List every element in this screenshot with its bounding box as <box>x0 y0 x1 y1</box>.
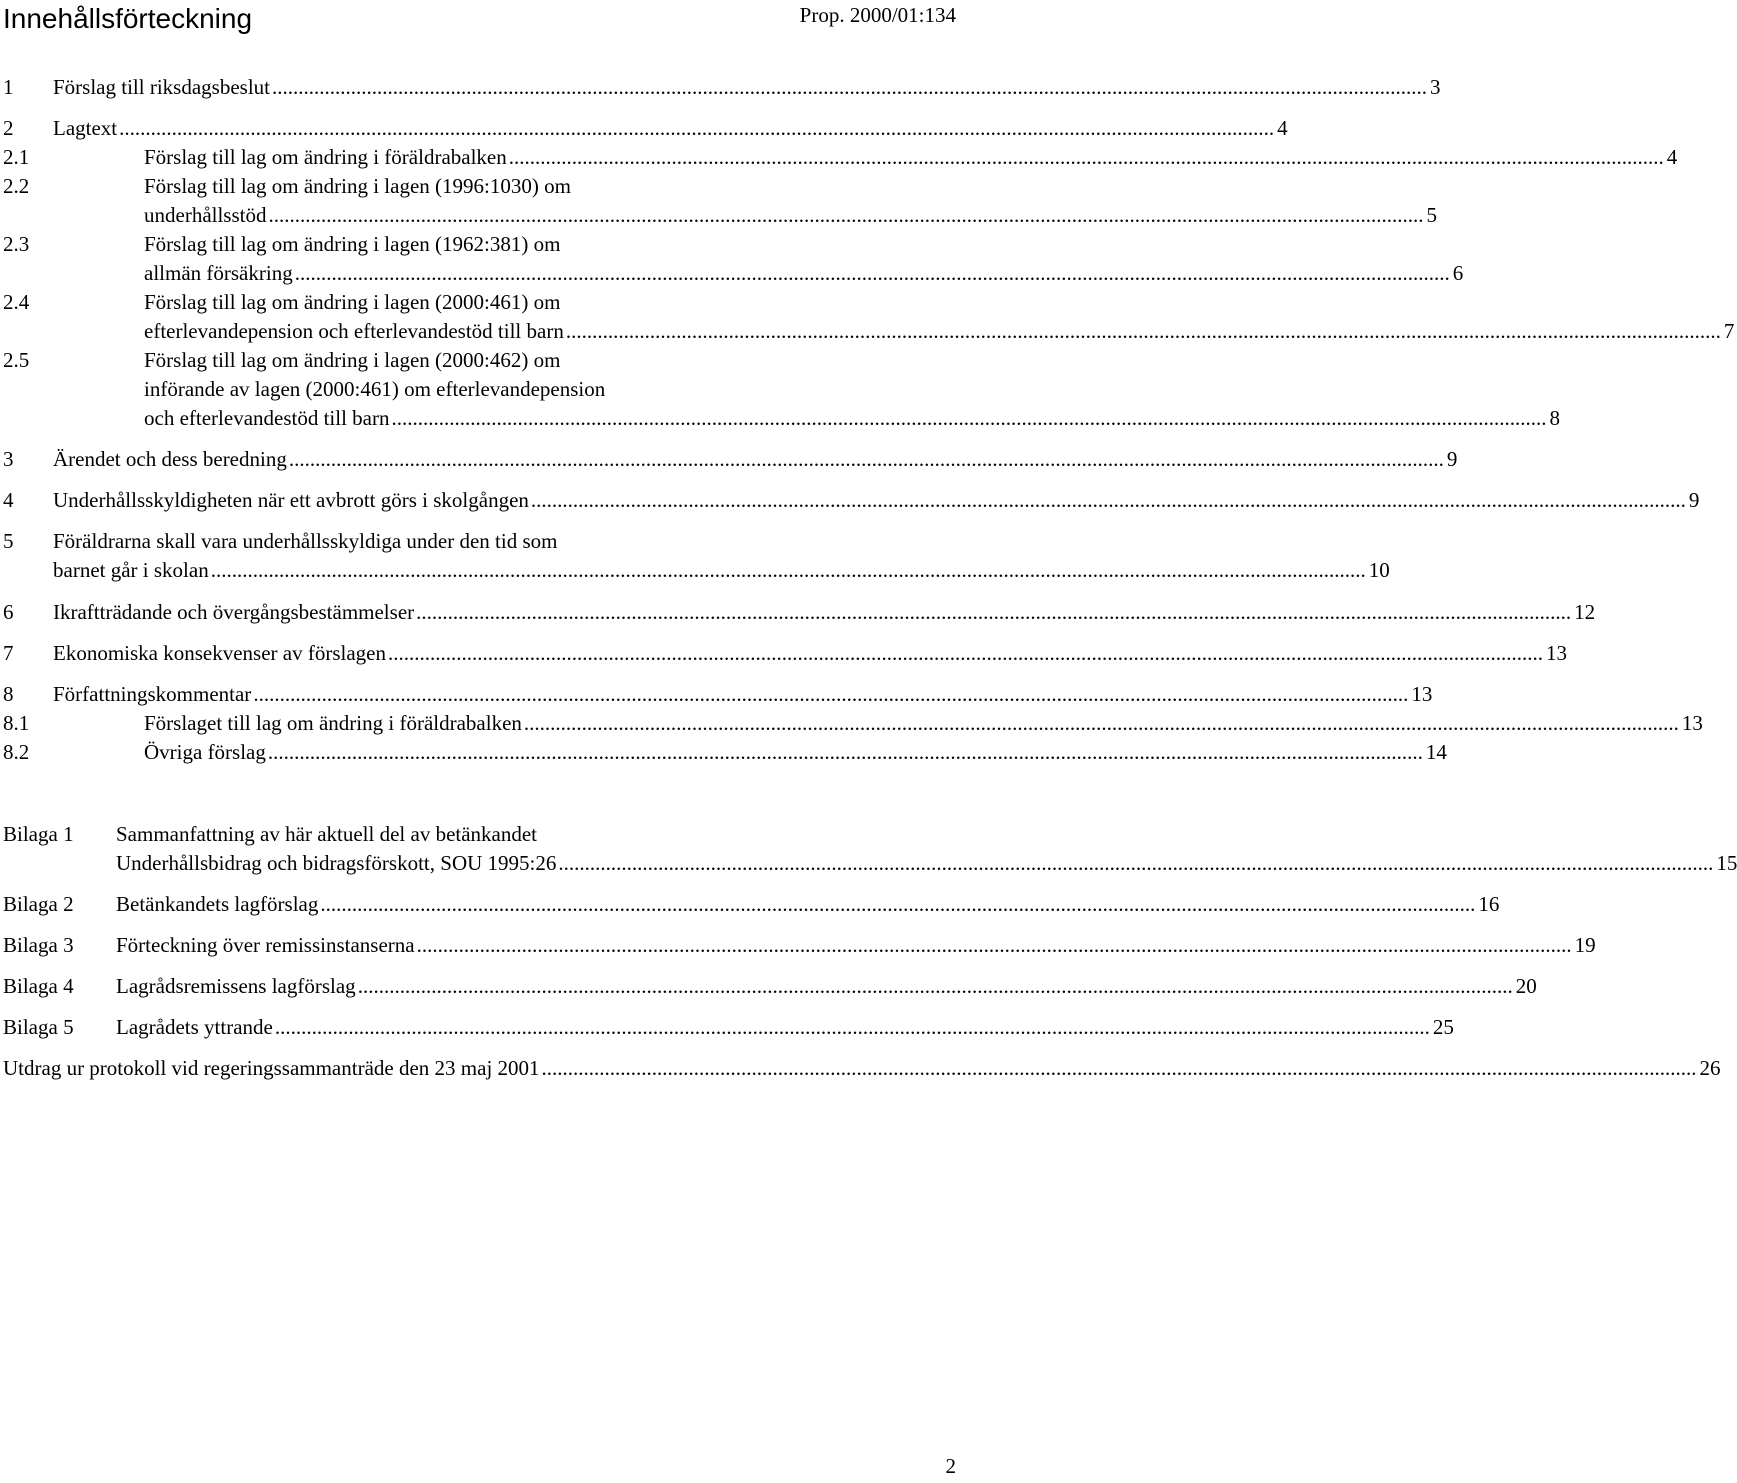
toc-entry-title: Förslag till lag om ändring i lagen (2000:462) om <box>144 348 561 372</box>
toc-entry[interactable] <box>0 639 1567 668</box>
toc-entry-line <box>3 1054 1721 1083</box>
toc-entry-title: Förslag till riksdagsbeslut <box>53 75 270 99</box>
toc-entry[interactable] <box>0 73 1441 102</box>
toc-entry-page: 3 <box>1430 75 1441 99</box>
toc-entry[interactable] <box>0 598 1596 627</box>
toc-entry[interactable] <box>0 172 1437 230</box>
toc-entry-page: 13 <box>1411 682 1433 706</box>
dot-leader: ............................................................................................................................................................................................................................ <box>294 261 1450 285</box>
dot-leader: ............................................................................................................................................................................................................................ <box>267 740 1423 764</box>
toc-entry-line <box>53 639 1567 668</box>
toc-entry[interactable] <box>0 890 1500 919</box>
toc-entry-title: Utdrag ur protokoll vid regeringssammanträde den 23 maj 2001 <box>3 1056 540 1080</box>
toc-entry-title: Övriga förslag <box>144 740 266 764</box>
document-reference: Prop. 2000/01:134 <box>799 3 956 27</box>
toc-entry-line <box>116 890 1500 919</box>
toc-entry[interactable] <box>0 709 1703 738</box>
toc-entry-number: 8.2 <box>3 740 30 764</box>
toc-entry-line <box>144 201 1437 230</box>
toc-entry-number: Bilaga 2 <box>3 892 74 916</box>
toc-entry-line <box>116 849 1737 878</box>
toc-entry-page: 9 <box>1688 488 1700 512</box>
toc-entry-number: 6 <box>3 600 14 624</box>
toc-entry-number: 2 <box>3 116 14 140</box>
toc-entry-title: Författningskommentar <box>53 682 252 706</box>
toc-entry-line <box>53 73 1441 102</box>
toc-entry-line <box>53 598 1596 627</box>
toc-entry[interactable] <box>0 680 1433 709</box>
dot-leader: ............................................................................................................................................................................................................................ <box>210 558 1366 582</box>
toc-entry-title: Förslag till lag om ändring i lagen (2000:461) om <box>144 290 561 314</box>
dot-leader: ............................................................................................................................................................................................................................ <box>530 488 1686 512</box>
toc-entry-line <box>144 738 1447 767</box>
toc-entry-number: 1 <box>3 75 14 99</box>
toc-entry[interactable] <box>0 114 1288 143</box>
toc-entry-line <box>144 709 1703 738</box>
toc-entry-title: Lagtext <box>53 116 118 140</box>
toc-entry-title: Ekonomiska konsekvenser av förslagen <box>53 641 386 665</box>
toc-entry-page: 4 <box>1666 145 1678 169</box>
toc-entry-title: Ikraftträdande och övergångsbestämmelser <box>53 600 415 624</box>
toc-entry-number: Bilaga 1 <box>3 822 74 846</box>
toc-entry-page: 13 <box>1681 711 1703 735</box>
toc-entry[interactable] <box>0 486 1700 515</box>
toc-entry-line <box>116 1013 1454 1042</box>
toc-entry-page: 8 <box>1549 406 1560 430</box>
toc-entry-page: 10 <box>1368 558 1390 582</box>
toc-entry-title: efterlevandepension och efterlevandestöd till barn <box>144 319 564 343</box>
toc-entry-page: 6 <box>1452 261 1464 285</box>
toc-entry-title: Lagrådsremissens lagförslag <box>116 974 356 998</box>
dot-leader: ............................................................................................................................................................................................................................ <box>523 711 1679 735</box>
toc-entry-title: Underhållsbidrag och bidragsförskott, SOU 1995:26 <box>116 851 557 875</box>
toc-entry[interactable] <box>0 288 1735 346</box>
dot-leader: ............................................................................................................................................................................................................................ <box>253 682 1409 706</box>
toc-entry-page: 25 <box>1432 1015 1454 1039</box>
toc-entry[interactable] <box>0 143 1678 172</box>
dot-leader: ............................................................................................................................................................................................................................ <box>388 641 1543 665</box>
toc-entry-page: 13 <box>1546 641 1567 665</box>
dot-leader: ............................................................................................................................................................................................................................ <box>416 933 1572 957</box>
toc-entry-title: Föräldrarna skall vara underhållsskyldiga under den tid som <box>53 529 558 553</box>
toc-entry-page: 19 <box>1574 933 1596 957</box>
toc-entry-title: Förslag till lag om ändring i föräldrabalken <box>144 145 507 169</box>
toc-entry[interactable] <box>0 738 1447 767</box>
dot-leader: ............................................................................................................................................................................................................................ <box>391 406 1547 430</box>
toc-entry-title: underhållsstöd <box>144 203 267 227</box>
toc-entry-number: 2.1 <box>3 145 30 169</box>
toc-entry-line <box>116 972 1537 1001</box>
toc-entry-number: 2.3 <box>3 232 30 256</box>
toc-entry[interactable] <box>0 527 1390 585</box>
toc-entry[interactable] <box>0 820 1737 878</box>
toc-entry-title: Ärendet och dess beredning <box>53 447 287 471</box>
dot-leader: ............................................................................................................................................................................................................................ <box>268 203 1424 227</box>
toc-entry-title: och efterlevandestöd till barn <box>144 406 390 430</box>
toc-entry-line <box>53 445 1458 474</box>
toc-entry-page: 4 <box>1277 116 1288 140</box>
page-title: Innehållsförteckning <box>3 3 253 34</box>
toc-entry-page: 14 <box>1425 740 1447 764</box>
toc-entry-title: Förslaget till lag om ändring i föräldrabalken <box>144 711 522 735</box>
toc-entry-number: 2.4 <box>3 290 30 314</box>
toc-entry-line <box>53 114 1288 143</box>
toc-entry-number: Bilaga 5 <box>3 1015 74 1039</box>
toc-entry-page: 15 <box>1716 851 1737 875</box>
dot-leader: ............................................................................................................................................................................................................................ <box>558 851 1714 875</box>
dot-leader: ............................................................................................................................................................................................................................ <box>274 1015 1430 1039</box>
toc-entry-line <box>144 317 1735 346</box>
toc-entry-page: 9 <box>1446 447 1458 471</box>
toc-entry-page: 12 <box>1574 600 1596 624</box>
dot-leader: ............................................................................................................................................................................................................................ <box>288 447 1444 471</box>
toc-entry-number: 3 <box>3 447 14 471</box>
toc-entry-number: Bilaga 4 <box>3 974 74 998</box>
toc-entry-title: Förslag till lag om ändring i lagen (1962:381) om <box>144 232 561 256</box>
toc-entry-number: 2.2 <box>3 174 30 198</box>
toc-entry[interactable] <box>0 972 1537 1001</box>
toc-entry-page: 5 <box>1426 203 1437 227</box>
toc-entry-line <box>53 680 1433 709</box>
toc-entry-page: 7 <box>1723 319 1735 343</box>
toc-entry-title: Förteckning över remissinstanserna <box>116 933 415 957</box>
toc-entry-page: 20 <box>1515 974 1537 998</box>
page-number: 2 <box>945 1454 956 1478</box>
toc-entry-title: Underhållsskyldigheten när ett avbrott görs i skolgången <box>53 488 529 512</box>
toc-entry-line <box>144 404 1560 433</box>
toc-entry[interactable] <box>0 230 1464 288</box>
toc-entry-line <box>116 931 1596 960</box>
toc-entry[interactable] <box>0 1054 1721 1083</box>
toc-entry-page: 16 <box>1478 892 1500 916</box>
dot-leader: ............................................................................................................................................................................................................................ <box>416 600 1572 624</box>
dot-leader: ............................................................................................................................................................................................................................ <box>541 1056 1697 1080</box>
toc-entry-number: 7 <box>3 641 14 665</box>
toc-entry-title: allmän försäkring <box>144 261 293 285</box>
dot-leader: ............................................................................................................................................................................................................................ <box>508 145 1664 169</box>
toc-entry-number: 8.1 <box>3 711 30 735</box>
dot-leader: ............................................................................................................................................................................................................................ <box>565 319 1721 343</box>
toc-entry[interactable] <box>0 931 1596 960</box>
toc-entry-title: barnet går i skolan <box>53 558 209 582</box>
toc-entry[interactable] <box>0 346 1560 433</box>
toc-entry[interactable] <box>0 445 1458 474</box>
toc-entry-number: 2.5 <box>3 348 30 372</box>
dot-leader: ............................................................................................................................................................................................................................ <box>357 974 1513 998</box>
toc-entry-number: Bilaga 3 <box>3 933 74 957</box>
toc-entry-title: införande av lagen (2000:461) om efterlevandepension <box>144 377 606 401</box>
dot-leader: ............................................................................................................................................................................................................................ <box>119 116 1275 140</box>
toc-entry-line <box>53 486 1700 515</box>
toc-entry-number: 8 <box>3 682 14 706</box>
toc-entry-title: Förslag till lag om ändring i lagen (1996:1030) om <box>144 174 571 198</box>
toc-entry-page: 26 <box>1699 1056 1721 1080</box>
dot-leader: ............................................................................................................................................................................................................................ <box>320 892 1476 916</box>
toc-entry-title: Sammanfattning av här aktuell del av betänkandet <box>116 822 538 846</box>
toc-entry-title: Lagrådets yttrande <box>116 1015 273 1039</box>
toc-entry-number: 5 <box>3 529 14 553</box>
toc-entry-line <box>144 259 1464 288</box>
toc-entry-number: 4 <box>3 488 14 512</box>
toc-entry[interactable] <box>0 1013 1454 1042</box>
dot-leader: ............................................................................................................................................................................................................................ <box>272 75 1427 99</box>
toc-entry-line <box>144 143 1678 172</box>
toc-entry-line <box>53 556 1390 585</box>
toc-entry-title: Betänkandets lagförslag <box>116 892 319 916</box>
